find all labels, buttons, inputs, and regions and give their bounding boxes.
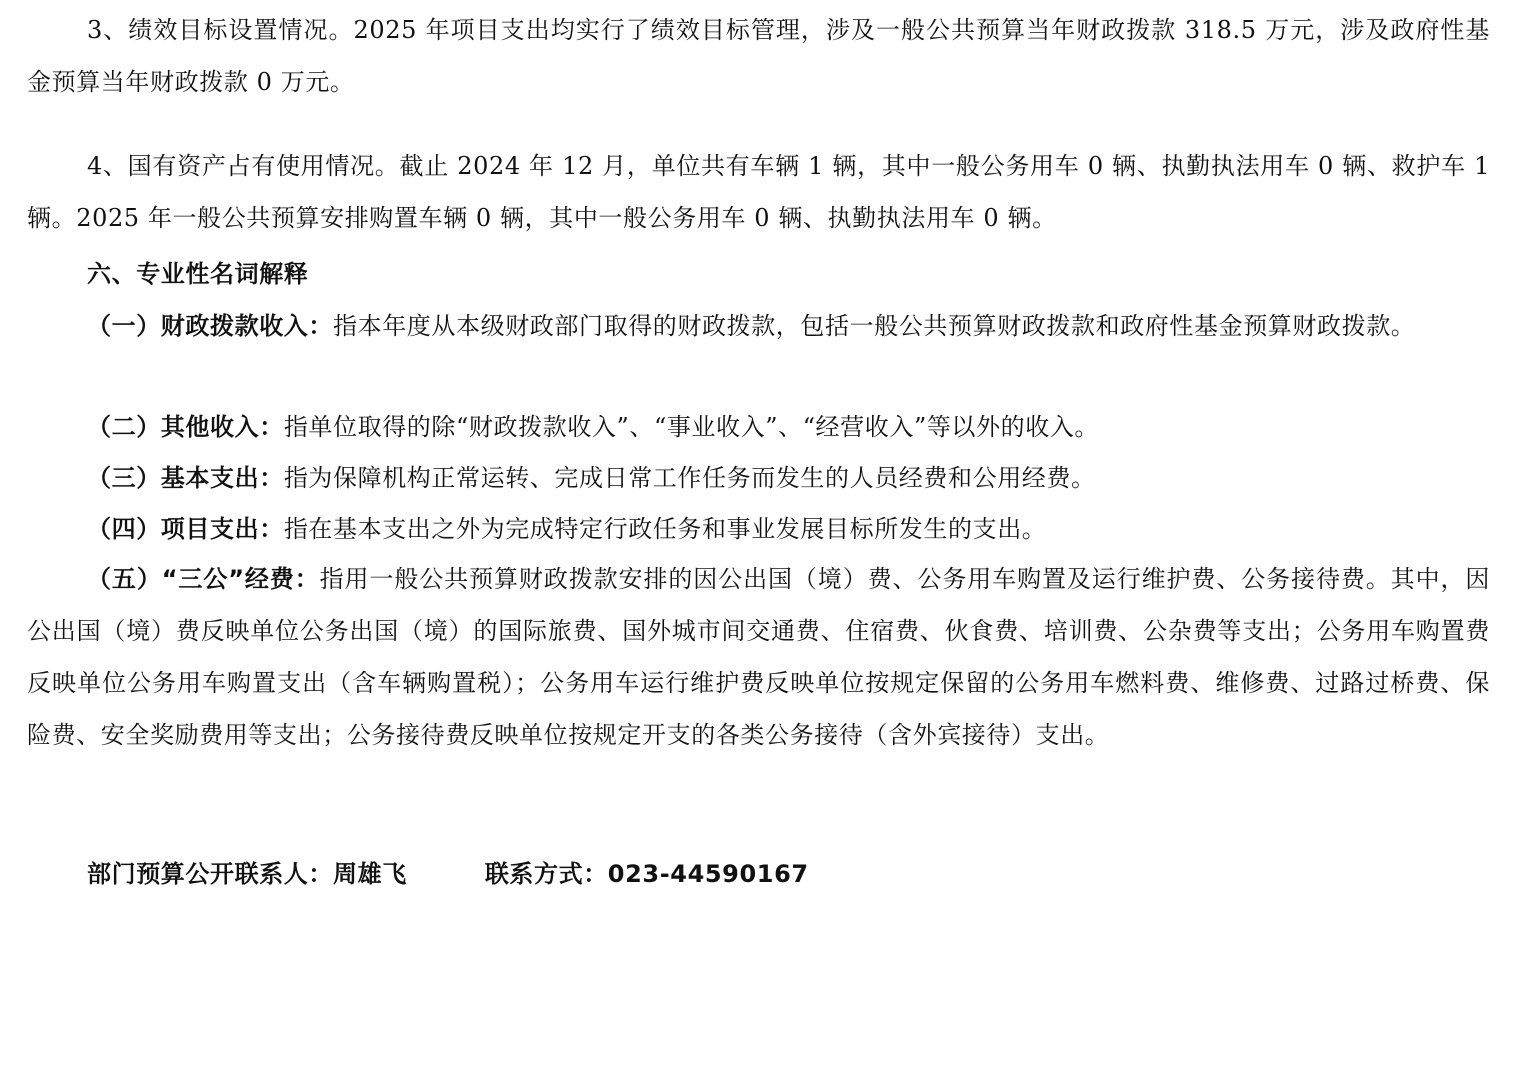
section-heading: 六、专业性名词解释 bbox=[87, 260, 309, 288]
term-definition: 指为保障机构正常运转、完成日常工作任务而发生的人员经费和公用经费。 bbox=[283, 464, 1096, 492]
paragraph-text: 4、国有资产占有使用情况。截止 2024 年 12 月，单位共有车辆 1 辆，其中一般公务用车 0 辆、执勤执法用车 0 辆、救护车 1 辆。2025 年一般公共预算安排购置车辆 0 辆，其中一般公务用车 0 辆、执勤执法用车 0 辆。 bbox=[27, 152, 1490, 232]
term-other-income bbox=[27, 401, 1490, 453]
contact-person: 部门预算公开联系人：周雄飞 bbox=[87, 860, 407, 888]
term-basic-expenditure bbox=[27, 452, 1490, 504]
term-three-public-expenses bbox=[27, 553, 1490, 761]
contact-line bbox=[87, 848, 809, 900]
term-definition: 指单位取得的除“财政拨款收入”、“事业收入”、“经营收入”等以外的收入。 bbox=[283, 413, 1100, 441]
term-label: （三）基本支出： bbox=[87, 464, 284, 492]
paragraph-text: 3、绩效目标设置情况。2025 年项目支出均实行了绩效目标管理，涉及一般公共预算当年财政拨款 318.5 万元，涉及政府性基金预算当年财政拨款 0 万元。 bbox=[27, 16, 1490, 96]
term-definition: 指在基本支出之外为完成特定行政任务和事业发展目标所发生的支出。 bbox=[283, 515, 1047, 543]
contact-method: 联系方式：023-44590167 bbox=[484, 860, 809, 888]
paragraph-state-assets bbox=[27, 140, 1490, 244]
term-label: （二）其他收入： bbox=[87, 413, 284, 441]
term-label: （五）“三公”经费： bbox=[87, 565, 320, 593]
term-project-expenditure bbox=[27, 503, 1490, 555]
term-fiscal-appropriation-income bbox=[27, 300, 1490, 352]
term-definition: 指本年度从本级财政部门取得的财政拨款，包括一般公共预算财政拨款和政府性基金预算财政拨款。 bbox=[333, 312, 1416, 340]
term-label: （四）项目支出： bbox=[87, 515, 284, 543]
term-label: （一）财政拨款收入： bbox=[87, 312, 333, 340]
term-definition: 指用一般公共预算财政拨款安排的因公出国（境）费、公务用车购置及运行维护费、公务接待费。其中，因公出国（境）费反映单位公务出国（境）的国际旅费、国外城市间交通费、住宿费、伙食费、培训费、公杂费等支出；公务用车购置费反映单位公务用车购置支出（含车辆购置税）；公务用车运行维护费反映单位按规定保留的公务用车燃料费、维修费、过路过桥费、保险费、安全奖励费用等支出；公务接待费反映单位按规定开支的各类公务接待（含外宾接待）支出。 bbox=[27, 565, 1491, 749]
paragraph-performance-targets bbox=[27, 4, 1490, 108]
